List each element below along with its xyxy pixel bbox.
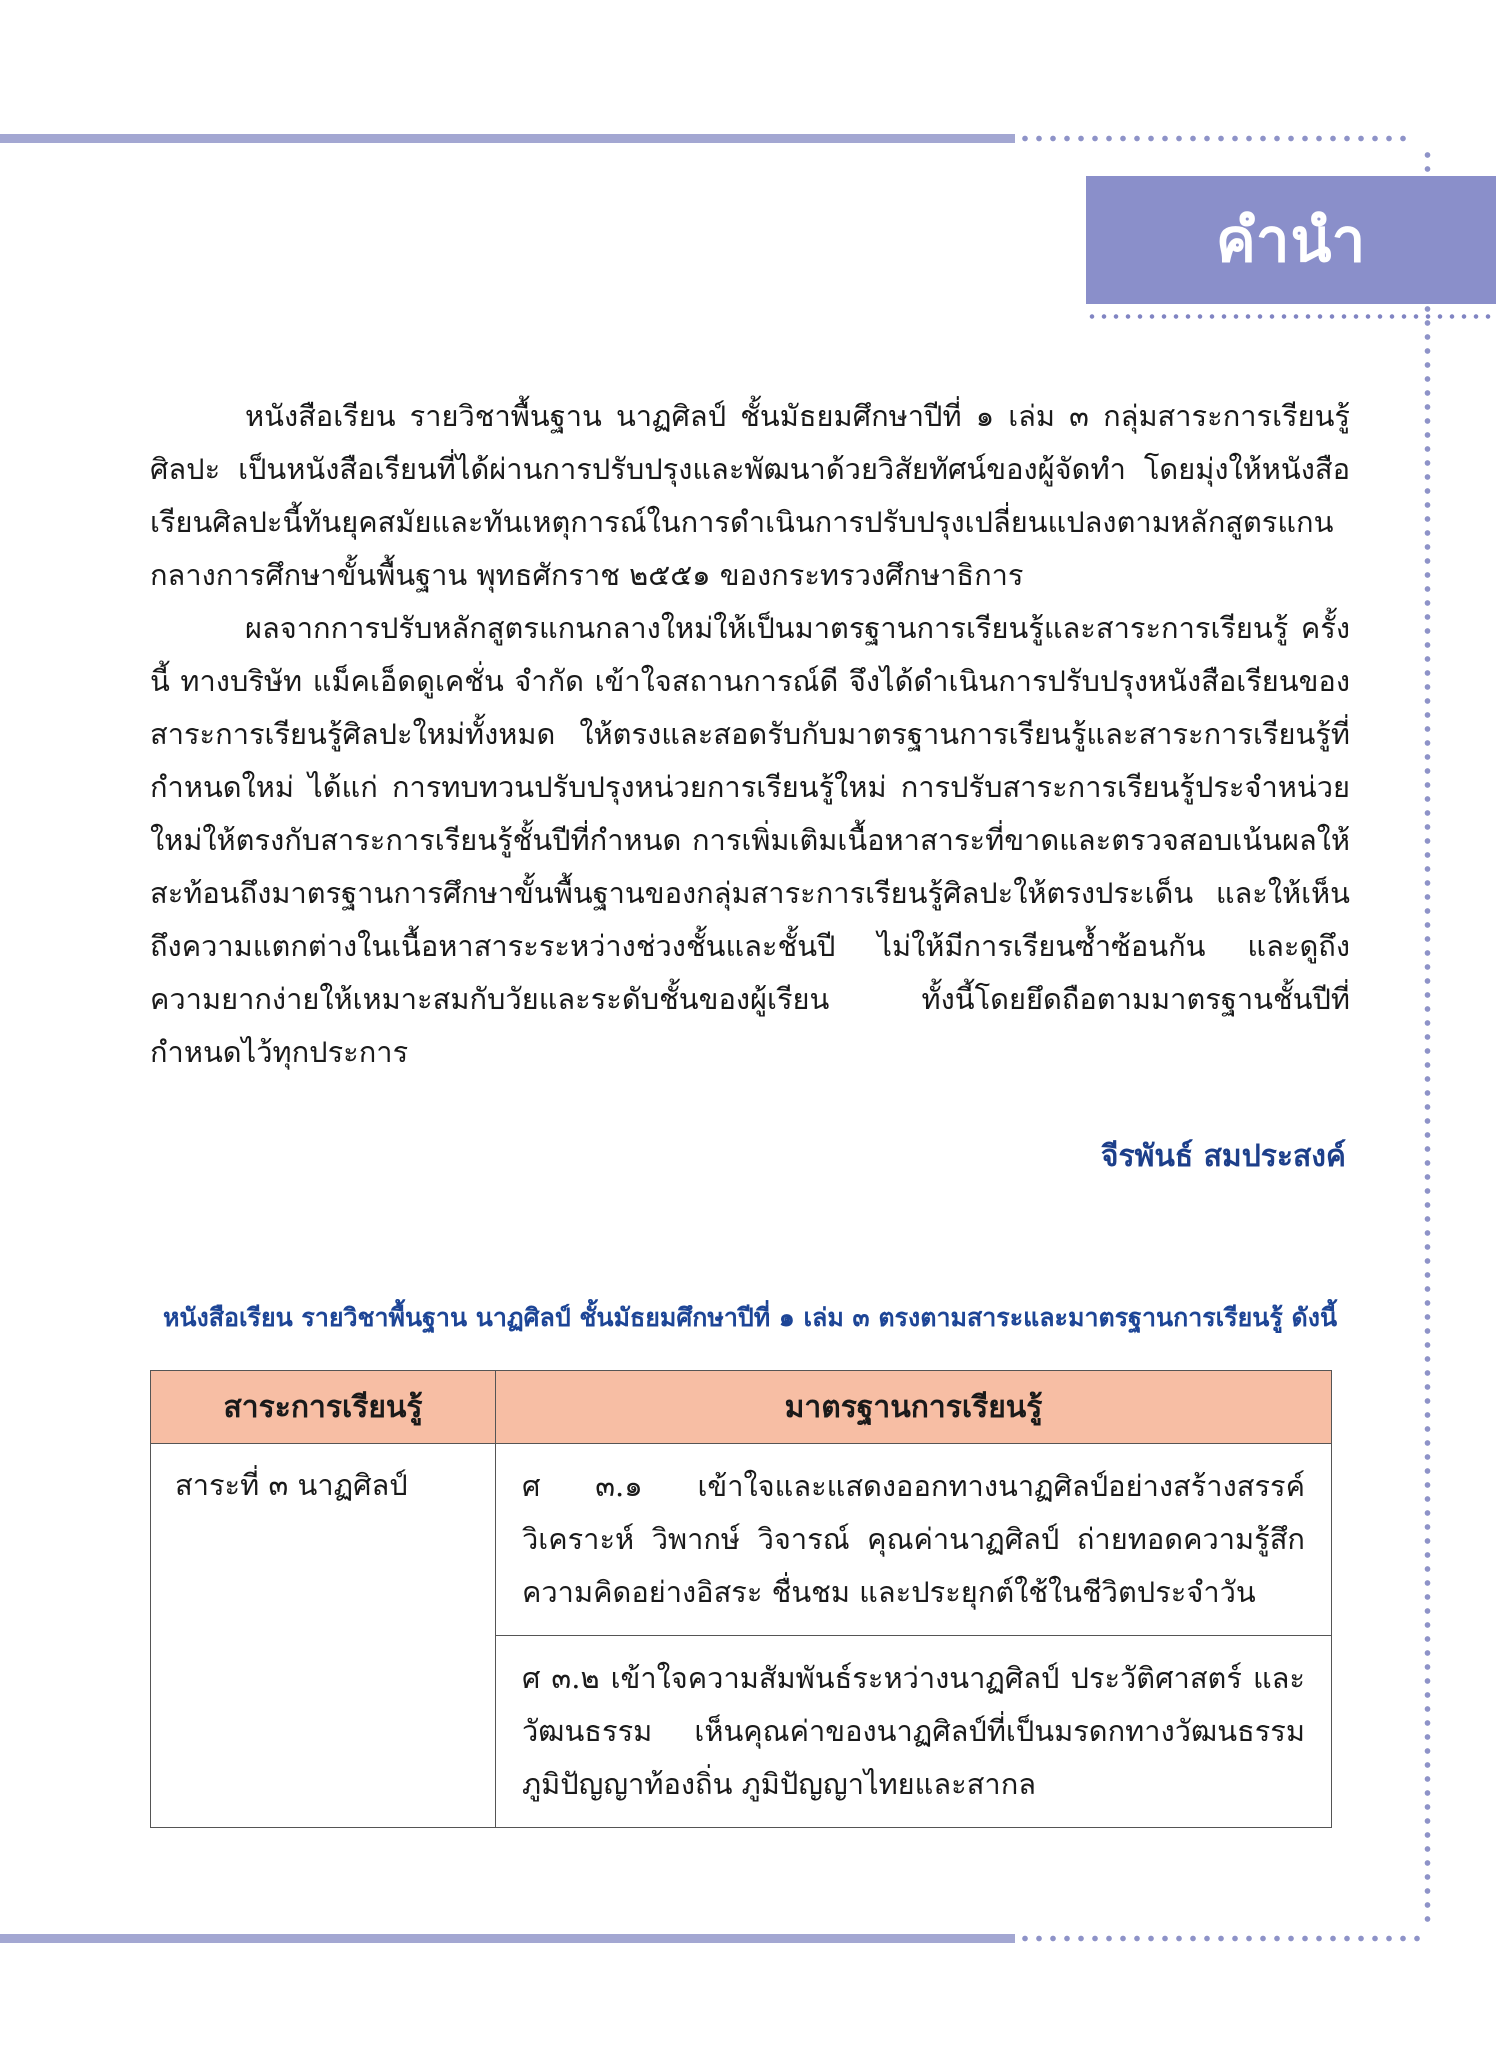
standards-table xyxy=(150,1370,1332,1828)
paragraph-1: หนังสือเรียน รายวิชาพื้นฐาน นาฏศิลป์ ชั้นมัธยมศึกษาปีที่ ๑ เล่ม ๓ กลุ่มสาระการเรียนรู้ศิลปะ เป็นหนังสือเรียนที่ได้ผ่านการปรับปรุงและพัฒนาด้วยวิสัยทัศน์ของผู้จัดทำ โดยมุ่งให้หนังสือเรียนศิลปะนี้ทันยุคสมัยและทันเหตุการณ์ในการดำเนินการปรับปรุงเปลี่ยนแปลงตามหลักสูตรแกนกลางการศึกษาขั้นพื้นฐาน พุทธศักราช ๒๕๕๑ ของกระทรวงศึกษาธิการ xyxy=(150,399,1350,592)
strand-cell: สาระที่ ๓ นาฏศิลป์ xyxy=(151,1444,496,1828)
standard-cell-2: ศ ๓.๒ เข้าใจความสัมพันธ์ระหว่างนาฏศิลป์ ประวัติศาสตร์ และวัฒนธรรม เห็นคุณค่าของนาฏศิลป์ที่เป็นมรดกทางวัฒนธรรม ภูมิปัญญาท้องถิ่น ภูมิปัญญาไทยและสากล xyxy=(496,1636,1332,1828)
standard-cell-1: ศ ๓.๑ เข้าใจและแสดงออกทางนาฏศิลป์อย่างสร้างสรรค์ วิเคราะห์ วิพากษ์ วิจารณ์ คุณค่านาฏศิลป์ ถ่ายทอดความรู้สึก ความคิดอย่างอิสระ ชื่นชม และประยุกต์ใช้ในชีวิตประจำวัน xyxy=(496,1444,1332,1636)
frame-bottom-line xyxy=(0,1934,1015,1943)
preface-body xyxy=(150,390,1350,1079)
paragraph-2: ผลจากการปรับหลักสูตรแกนกลางใหม่ให้เป็นมาตรฐานการเรียนรู้และสาระการเรียนรู้ ครั้งนี้ ทางบริษัท แม็คเอ็ดดูเคชั่น จำกัด เข้าใจสถานการณ์ดี จึงได้ดำเนินการปรับปรุงหนังสือเรียนของสาระการเรียนรู้ศิลปะใหม่ทั้งหมด ให้ตรงและสอดรับกับมาตรฐานการเรียนรู้และสาระการเรียนรู้ที่กำหนดใหม่ ได้แก่ การทบทวนปรับปรุงหน่วยการเรียนรู้ใหม่ การปรับสาระการเรียนรู้ประจำหน่วยใหม่ให้ตรงกับสาระการเรียนรู้ชั้นปีที่กำหนด การเพิ่มเติมเนื้อหาสาระที่ขาดและตรวจสอบเน้นผลให้สะท้อนถึงมาตรฐานการศึกษาขั้นพื้นฐานของกลุ่มสาระการเรียนรู้ศิลปะให้ตรงประเด็น และให้เห็นถึงความแตกต่างในเนื้อหาสาระระหว่างช่วงชั้นและชั้นปี ไม่ให้มีการเรียนซ้ำซ้อนกัน และดูถึงความยากง่ายให้เหมาะสมกับวัยและระดับชั้นของผู้เรียน ทั้งนี้โดยยึดถือตามมาตรฐานชั้นปีที่กำหนดไว้ทุกประการ xyxy=(150,611,1350,1069)
frame-top-line xyxy=(0,134,1015,143)
frame-top-dots xyxy=(1018,135,1413,142)
table-header-row xyxy=(151,1371,1332,1444)
author-signature: จีรพันธ์ สมประสงค์ xyxy=(1100,1139,1346,1174)
table-caption: หนังสือเรียน รายวิชาพื้นฐาน นาฏศิลป์ ชั้นมัธยมศึกษาปีที่ ๑ เล่ม ๓ ตรงตามสาระและมาตรฐานการเรียนรู้ ดังนี้ xyxy=(162,1303,1338,1332)
frame-bottom-dots xyxy=(1018,1935,1423,1942)
frame-right-dots xyxy=(1424,148,1431,1928)
table-row xyxy=(151,1444,1332,1636)
header-standard: มาตรฐานการเรียนรู้ xyxy=(496,1371,1332,1444)
title-banner xyxy=(1086,176,1496,304)
title-underline-dots xyxy=(1086,314,1496,319)
header-strand: สาระการเรียนรู้ xyxy=(151,1371,496,1444)
page-title: คำนำ xyxy=(1215,205,1367,276)
